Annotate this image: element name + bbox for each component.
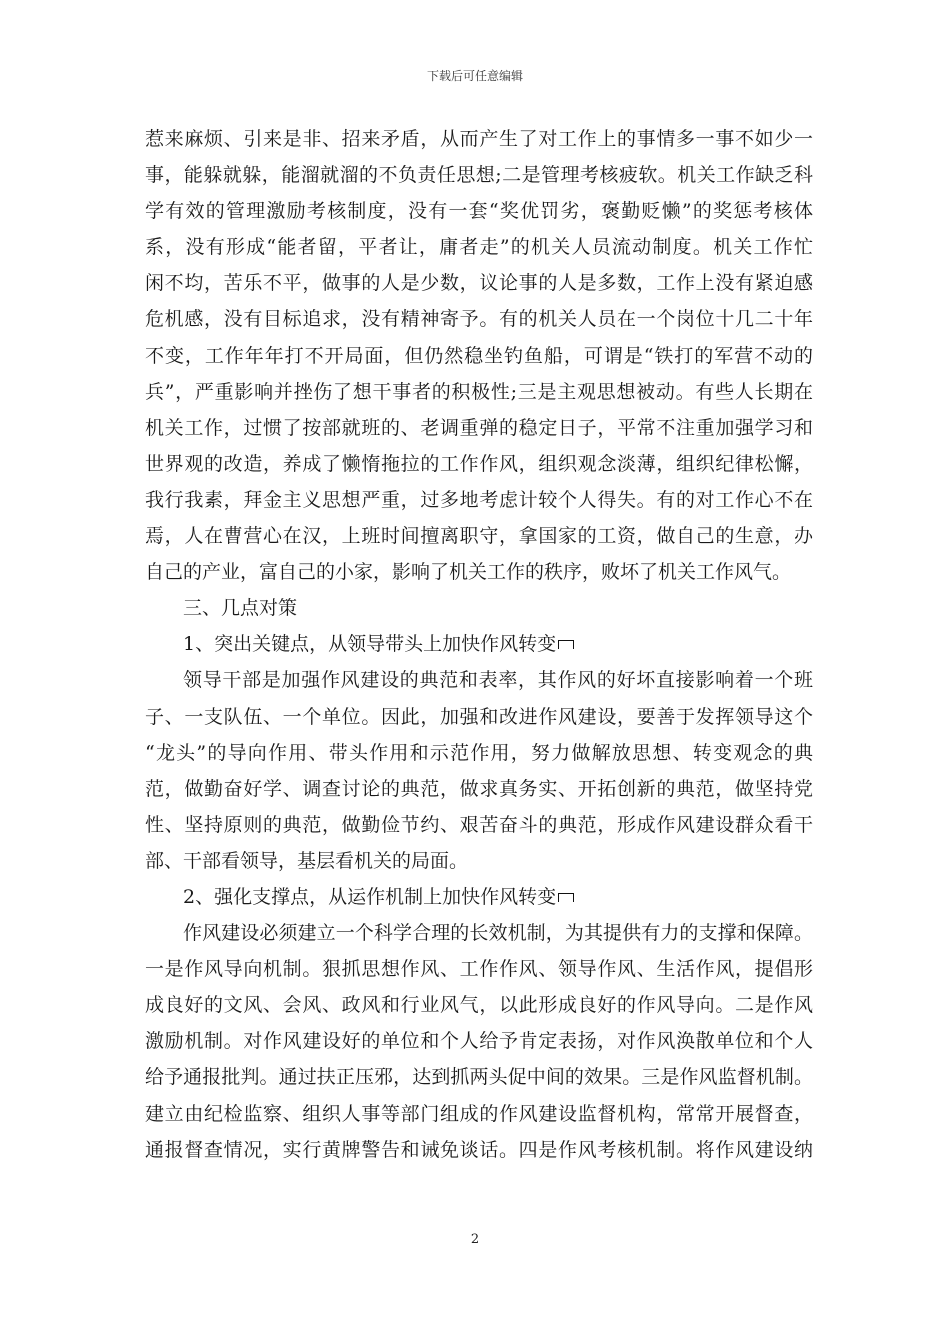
paragraph-line xyxy=(145,410,813,446)
paragraph-line xyxy=(145,1132,813,1168)
section-heading-line xyxy=(145,590,813,626)
paragraph-line xyxy=(145,121,813,157)
line-text: 闲不均，苦乐不平，做事的人是少数，议论事的人是多数，工作上没有紧迫感 xyxy=(145,272,813,295)
paragraph-line xyxy=(145,193,813,229)
paragraph-line xyxy=(145,1059,813,1095)
line-text: 领导干部是加强作风建设的典范和表率，其作风的好坏直接影响着一个班 xyxy=(183,669,813,692)
line-text: 成良好的文风、会风、政风和行业风气，以此形成良好的作风导向。二是作风 xyxy=(145,994,813,1017)
paragraph-line xyxy=(145,735,813,771)
paragraph-line xyxy=(145,338,813,374)
paragraph-line xyxy=(145,915,813,951)
line-text: 通报督查情况，实行黄牌警告和诫免谈话。四是作风考核机制。将作风建设纳 xyxy=(145,1138,813,1161)
line-text: “龙头”的导向作用、带头作用和示范作用，努力做解放思想、转变观念的典 xyxy=(145,741,813,764)
paragraph-line xyxy=(145,843,813,879)
section-heading-line xyxy=(145,879,813,915)
line-text: 给予通报批判。通过扶正压邪，达到抓两头促中间的效果。三是作风监督机制。 xyxy=(145,1066,813,1089)
paragraph-line xyxy=(145,662,813,698)
line-text: 系，没有形成“能者留，平者让，庸者走”的机关人员流动制度。机关工作忙 xyxy=(145,236,813,259)
line-text: 1、突出关键点，从领导带头上加快作风转变 xyxy=(183,633,557,656)
paragraph-line xyxy=(145,229,813,265)
line-text: 惹来麻烦、引来是非、招来矛盾，从而产生了对工作上的事情多一事不如少一 xyxy=(145,128,813,150)
paragraph-line xyxy=(145,807,813,843)
line-text: 三、几点对策 xyxy=(183,597,298,620)
paragraph-line xyxy=(145,482,813,518)
line-text: 2、强化支撑点，从运作机制上加快作风转变 xyxy=(183,885,557,908)
paragraph-line xyxy=(145,374,813,410)
body-text xyxy=(145,121,813,1168)
line-text: 作风建设必须建立一个科学合理的长效机制，为其提供有力的支撑和保障。 xyxy=(183,922,813,945)
line-text: 部、干部看领导，基层看机关的局面。 xyxy=(145,849,469,872)
section-heading-line xyxy=(145,626,813,662)
line-text: 事，能躲就躲，能溜就溜的不负责任思想;二是管理考核疲软。机关工作缺乏科 xyxy=(145,164,813,187)
paragraph-line xyxy=(145,157,813,193)
paragraph-line xyxy=(145,554,813,590)
paragraph-line xyxy=(145,1096,813,1132)
paragraph-line xyxy=(145,1023,813,1059)
paragraph-line xyxy=(145,301,813,337)
line-text: 一是作风导向机制。狠抓思想作风、工作作风、领导作风、生活作风，提倡形 xyxy=(145,958,813,981)
paragraph-line xyxy=(145,518,813,554)
line-text: 不变，工作年年打不开局面，但仍然稳坐钓鱼船，可谓是“铁打的军营不动的 xyxy=(145,344,813,367)
line-text: 建立由纪检监察、组织人事等部门组成的作风建设监督机构，常常开展督查， xyxy=(145,1102,813,1125)
page-number: 2 xyxy=(470,1232,480,1247)
paragraph-line xyxy=(145,951,813,987)
line-text: 危机感，没有目标追求，没有精神寄予。有的机关人员在一个岗位十几二十年 xyxy=(145,308,813,331)
line-text: 焉，人在曹营心在汉，上班时间擅离职守，拿国家的工资，做自己的生意，办 xyxy=(145,525,813,548)
line-text: 机关工作，过惯了按部就班的、老调重弹的稳定日子，平常不注重加强学习和 xyxy=(145,416,813,439)
paragraph-line xyxy=(145,771,813,807)
line-text: 子、一支队伍、一个单位。因此，加强和改进作风建设，要善于发挥领导这个 xyxy=(145,705,813,728)
paragraph-line xyxy=(145,699,813,735)
paragraph-line xyxy=(145,987,813,1023)
paragraph-line xyxy=(145,265,813,301)
page-header: 下载后可任意编辑 xyxy=(426,69,523,83)
line-text: 世界观的改造，养成了懒惰拖拉的工作作风，组织观念淡薄，组织纪律松懈， xyxy=(145,452,813,475)
line-text: 学有效的管理激励考核制度，没有一套“奖优罚劣，褒勤贬懒”的奖惩考核体 xyxy=(145,200,813,223)
line-text: 兵”，严重影响并挫伤了想干事者的积极性;三是主观思想被动。有些人长期在 xyxy=(145,380,813,403)
line-text: 激励机制。对作风建设好的单位和个人给予肯定表扬，对作风涣散单位和个人 xyxy=(145,1030,813,1053)
line-text: 性、坚持原则的典范，做勤俭节约、艰苦奋斗的典范，形成作风建设群众看干 xyxy=(145,813,813,836)
bracket-mark-icon xyxy=(558,893,574,902)
paragraph-line xyxy=(145,446,813,482)
line-text: 范，做勤奋好学、调查讨论的典范，做求真务实、开拓创新的典范，做坚持党 xyxy=(145,777,813,800)
bracket-mark-icon xyxy=(558,640,574,649)
line-text: 我行我素，拜金主义思想严重，过多地考虑计较个人得失。有的对工作心不在 xyxy=(145,488,813,511)
line-text: 自己的产业，富自己的小家，影响了机关工作的秩序，败坏了机关工作风气。 xyxy=(145,561,792,584)
